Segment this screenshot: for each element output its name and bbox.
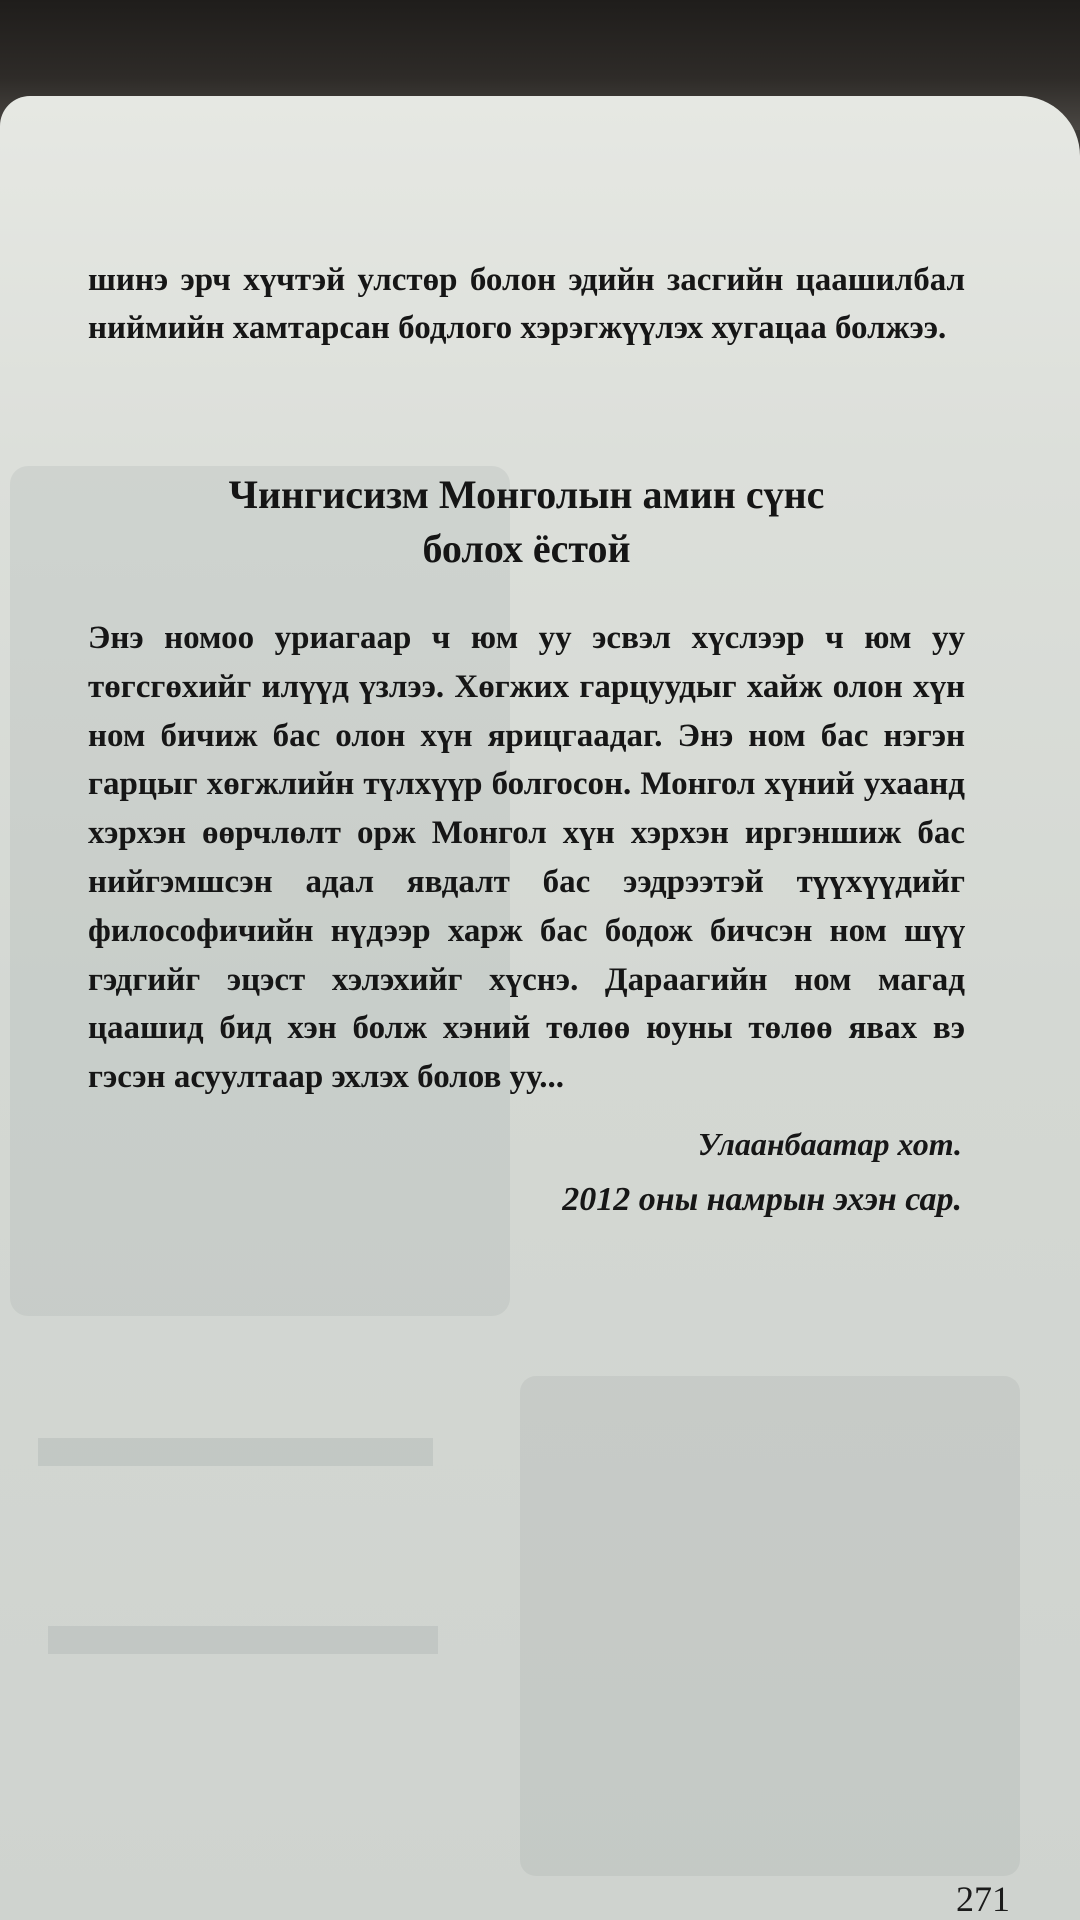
- book-page: [0, 96, 1080, 1920]
- body-paragraph: Энэ номоо уриагаар ч юм уу эсвэл хүслээр ч юм уу төгсгөхийг илүүд үзлээ. Хөгжих гарцуудыг хайж олон хүн ном бичиж бас олон хүн ярицгаадаг. Энэ ном бас нэгэн гарцыг хөгжлийн түлхүүр болгосон. Монгол хүний ухаанд хэрхэн өөрчлөлт орж Монгол хүн хэрхэн иргэншиж бас нийгэмшсэн адал явдалт бас ээдрээтэй түүхүүдийг философичийн нүдээр харж бас бодож бичсэн ном шүү гэдгийг эцэст хэлэхийг хүснэ. Дараагийн ном магад цаашид бид хэн болж хэний төлөө юуны төлөө явах вэ гэсэн асуултаар эхлэх болов уу...: [88, 620, 965, 1096]
- signature-city: Улаанбаатар хот.: [697, 1126, 962, 1162]
- show-through-mark: [38, 1438, 433, 1466]
- show-through-mark: [48, 1626, 438, 1654]
- section-heading-line-2: болох ёстой: [422, 526, 631, 571]
- carry-over-paragraph: шинэ эрч хүчтэй улстөр болон эдийн засгийн цаашилбал ниймийн хамтарсан бодлого хэрэгжүүлэх хугацаа болжээ.: [88, 262, 965, 346]
- signature-date: 2012 оны намрын эхэн сар.: [562, 1181, 962, 1218]
- page-number: 271: [956, 1879, 1010, 1919]
- section-heading-line-1: Чингисизм Монголын амин сүнс: [228, 472, 825, 517]
- section-heading: [88, 468, 965, 576]
